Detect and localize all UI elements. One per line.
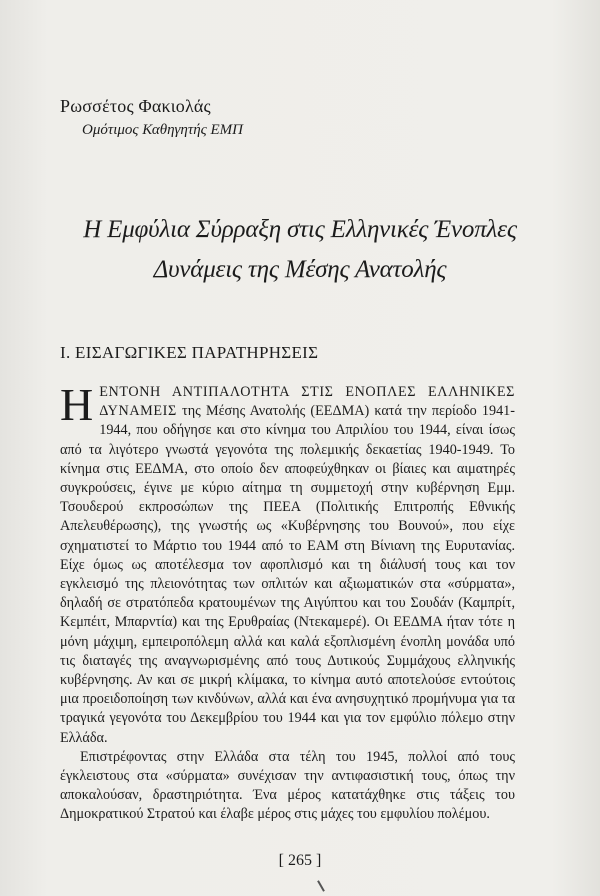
page-number: [ 265 ] [278, 852, 322, 869]
body-text [60, 379, 515, 825]
paragraph-2: Επιστρέφοντας στην Ελλάδα στα τέλη του 1945, πολλοί από τους έγκλειστους στα «σύρματα» συνέχισαν την αντιφασιστική τους, όπως την αποκαλούσαν, δραστηριότητα. Ένα μέρος κατατάχθηκε στις τάξεις του Δημοκρατικού Στρατού και έλαβε μέρος στις μάχες του εμφυλίου πολέμου. [60, 748, 515, 823]
chapter-title-line-1: Η Εμφύλια Σύρραξη στις Ελληνικές Ένοπλες [83, 216, 517, 243]
stray-pen-mark [317, 880, 325, 891]
author-title: Ομότιμος Καθηγητής ΕΜΠ [82, 122, 244, 138]
chapter-title-line-2: Δυνάμεις της Μέσης Ανατολής [153, 256, 447, 283]
author-name: Ρωσσέτος Φακιολάς [60, 96, 211, 116]
drop-cap: Η [60, 379, 94, 430]
section-heading: Ι. ΕΙΣΑΓΩΓΙΚΕΣ ΠΑΡΑΤΗΡΗΣΕΙΣ [60, 343, 319, 362]
chapter-title [0, 210, 600, 290]
paragraph-1-lead: ΕΝΤΟΝΗ ΑΝΤΙΠΑΛΟΤΗΤΑ ΣΤΙΣ ΕΝΟΠΛΕΣ ΕΛΛΗΝΙΚΕΣ ΔΥΝΑΜΕΙΣ [99, 384, 515, 420]
paragraph-1 [60, 379, 515, 748]
paragraph-1-body: της Μέσης Ανατολής (ΕΕΔΜΑ) κατά την περίοδο 1941-1944, που οδήγησε και στο κίνημα του Απριλίου του 1944, είναι ίσως από τα λιγότερο γνωστά γεγονότα της πολεμικής δεκαετίας 1940-1949. Το κίνημα στις ΕΕΔΜΑ, στο οποίο δεν αποφεύχθηκαν οι βίαιες και αιματηρές συγκρούσεις, έγινε με κύριο αίτημα τη συμμετοχή στην κυβέρνηση Εμμ. Τσουδερού εκπροσώπων της ΠΕΕΑ (Πολιτικής Επιτροπής Εθνικής Απελευθέρωσης), της γνωστής ως «Κυβέρνησης του Βουνού», που είχε σχηματιστεί το Μάρτιο του 1944 από το ΕΑΜ στη Βίνιανη της Ευρυτανίας. Είχε όμως ως αποτέλεσμα τον αφοπλισμό και τη διάλυσή τους και τον εγκλεισμό της πλειονότητας των οπλιτών και αξιωματικών στα «σύρματα», δηλαδή σε στρατόπεδα κρατουμένων της Αιγύπτου και του Σουδάν (Καμπρίτ, Κεμπέιτ, Μπαρντία) και της Ερυθραίας (Ντεκαμερέ). Οι ΕΕΔΜΑ ήταν τότε η μόνη μάχιμη, εμπειροπόλεμη αλλά και καλά εξοπλισμένη ένοπλη μονάδα υπό τις διαταγές της αναγνωρισμένης από τους Δυτικούς Συμμάχους ελληνικής κυβέρνησης. Αν και σε μικρή κλίμακα, το κίνημα αυτό αποτελούσε εντούτοις μια προειδοποίηση των κινδύνων, αλλά και ένα ανησυχητικό προμήνυμα για τα τραγικά γεγονότα του Δεκεμβρίου του 1944 και για τον εμφύλιο πόλεμο στην Ελλάδα. [60, 403, 515, 746]
